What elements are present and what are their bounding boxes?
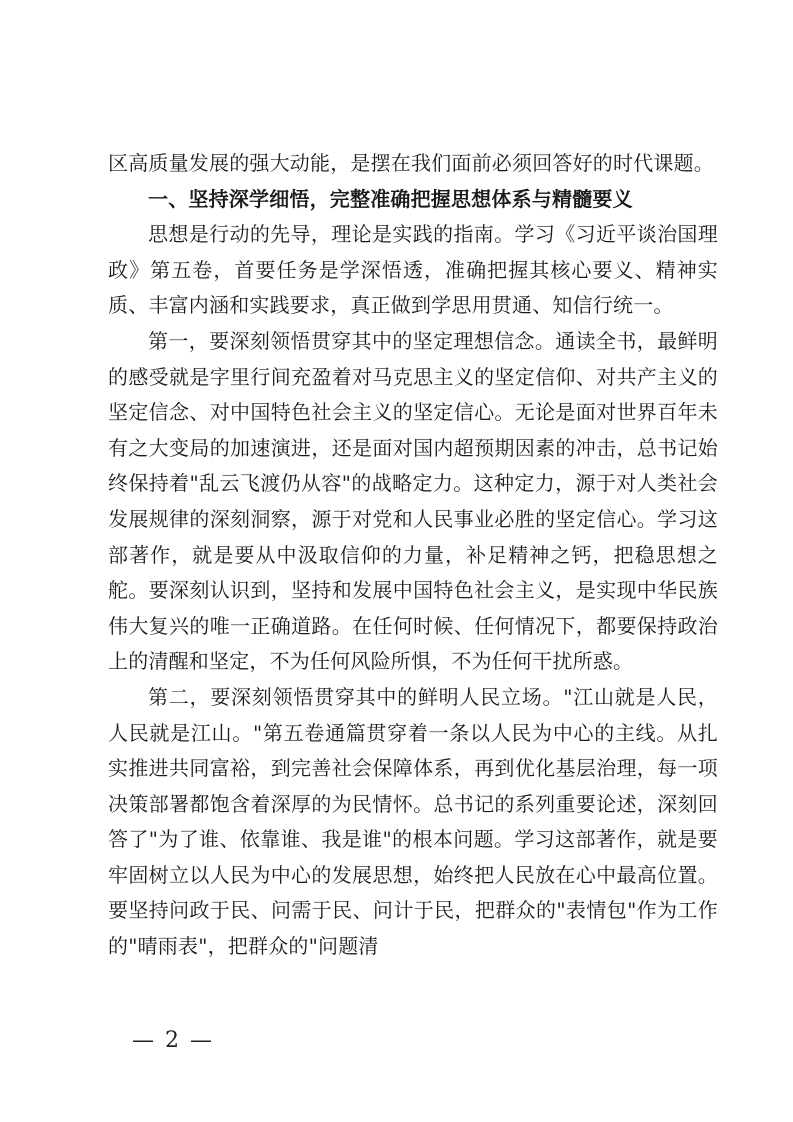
body-paragraph-second: 第二，要深刻领悟贯穿其中的鲜明人民立场。"江山就是人民，人民就是江山。"第五卷通篇贯穿着一条以人民为中心的主线。从扎实推进共同富裕，到完善社会保障体系，再到优化基层治理，每一项决策部署都饱含着深厚的为民情怀。总书记的系列重要论述，深刻回答了"为了谁、依靠谁、我是谁"的根本问题。学习这部著作，就是要牢固树立以人民为中心的发展思想，始终把人民放在心中最高位置。要坚持问政于民、问需于民、问计于民，把群众的"表情包"作为工作的"晴雨表"，把群众的"问题清 bbox=[108, 684, 718, 959]
body-paragraph-intro: 思想是行动的先导，理论是实践的指南。学习《习近平谈治国理政》第五卷，首要任务是学深悟透，准确把握其核心要义、精神实质、丰富内涵和实践要求，真正做到学思用贯通、知信行统一。 bbox=[108, 222, 718, 318]
body-paragraph-first: 第一，要深刻领悟贯穿其中的坚定理想信念。通读全书，最鲜明的感受就是字里行间充盈着对马克思主义的坚定信仰、对共产主义的坚定信念、对中国特色社会主义的坚定信心。无论是面对世界百年未有之大变局的加速演进，还是面对国内超预期因素的冲击，总书记始终保持着"乱云飞渡仍从容"的战略定力。这种定力，源于对人类社会发展规律的深刻洞察，源于对党和人民事业必胜的坚定信心。学习这部著作，就是要从中汲取信仰的力量，补足精神之钙，把稳思想之舵。要深刻认识到，坚持和发展中国特色社会主义，是实现中华民族伟大复兴的唯一正确道路。在任何时候、任何情况下，都要保持政治上的清醒和坚定，不为任何风险所惧，不为任何干扰所惑。 bbox=[108, 328, 718, 674]
section-heading: 一、坚持深学细悟，完整准确把握思想体系与精髓要义 bbox=[148, 186, 633, 211]
page-number: — 2 — bbox=[132, 1028, 214, 1053]
continuation-paragraph: 区高质量发展的强大动能，是摆在我们面前必须回答好的时代课题。 bbox=[108, 151, 714, 175]
document-body bbox=[108, 146, 718, 965]
